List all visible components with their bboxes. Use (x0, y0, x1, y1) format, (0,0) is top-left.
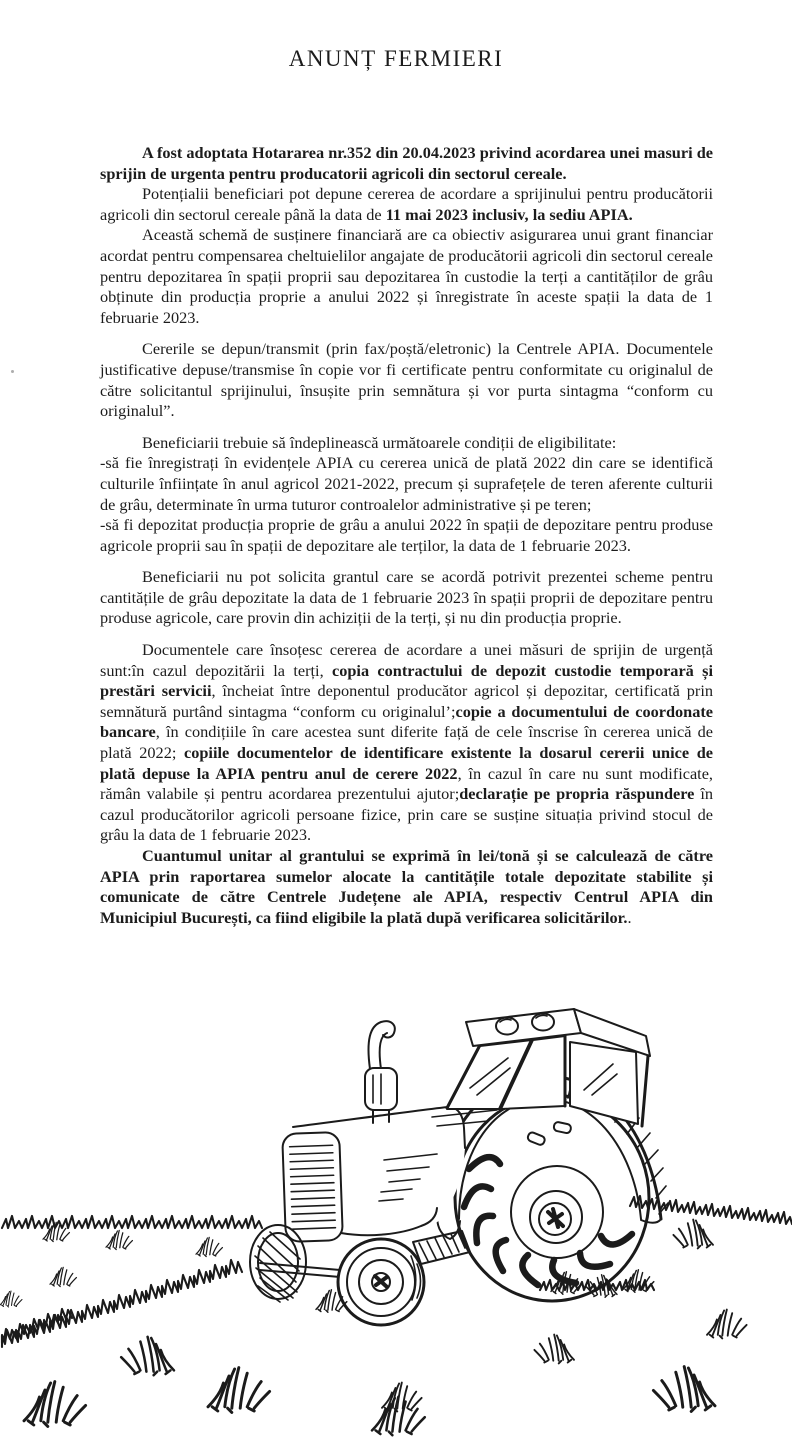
tractor-illustration (0, 976, 792, 1446)
bold-text-run: A fost adoptata Hotararea nr.352 din 20.04.2023 privind acordarea unei masuri de sprijin de urgenta pentru producatorii agricoli din sectorul cereale. (100, 143, 713, 183)
paragraph (100, 184, 713, 225)
grass-tuft (208, 1368, 270, 1413)
grass-tuft (0, 1291, 22, 1307)
paragraph (100, 453, 713, 515)
text-run: -să fie înregistrați în evidențele APIA cu cererea unică de plată 2022 din care se identifică culturile înființate în anul agricol 2021-2022, precum și suprafețele de teren aferente culturii de grâu, determinate în urma tuturor controalelor administrative și pe teren; (100, 453, 713, 514)
page-title: ANUNȚ FERMIERI (288, 46, 504, 71)
grass-tuft (121, 1337, 174, 1375)
text-run: Cererile se depun/transmit (prin fax/poștă/eletronic) la Centrele APIA. Documentele justificative depuse/transmise în copie vor fi certificate pentru conformitate cu originalul de către solicitantul sprijinului, însușite prin semnătura și vor purta sintagma “conform cu originalul”. (100, 339, 713, 421)
grass-tuft (196, 1237, 222, 1256)
rear-wheel (455, 1095, 649, 1301)
bold-text-run: 11 mai 2023 inclusiv, la sediu APIA. (385, 204, 633, 224)
text-run: , încheiat între deponentul producător agricol și depozitar, certificată prin semnătură purtând sintagma “conform cu originalul’; (100, 681, 713, 721)
bold-text-run: copie a documentului de coordonate bancare (100, 701, 713, 742)
grass-tuft (50, 1267, 76, 1286)
paragraph (100, 143, 713, 184)
document-body (100, 143, 713, 928)
paragraph (100, 515, 713, 556)
text-run: Potențialii beneficiari pot depune cererea de acordare a sprijinului pentru producătorii agricoli din sectorul cereale până la data de (100, 184, 713, 224)
exhaust-pipe (365, 1021, 397, 1123)
paragraph (100, 225, 713, 328)
grass-tuft (534, 1335, 574, 1364)
text-run: , în cazul în care nu sunt modificate, rămân valabile și pentru acordarea prezentului ajutor; (100, 763, 713, 804)
paragraph (100, 846, 713, 928)
grass-tuft (623, 1270, 654, 1292)
text-run: în cazul producătorilor agricoli persoane fizice, prin care se susține situația privind stocul de grâu la data de 1 februarie 2023. (100, 784, 713, 845)
grass-tuft (106, 1230, 132, 1249)
text-run: Beneficiarii nu pot solicita grantul care se acordă potrivit prezentei scheme pentru cantitățile de grâu depozitate la data de 1 februarie 2023 în spații proprii de depozitare pentru produse agricole, care provin din achiziții de la terți, și nu din producția proprie. (100, 567, 713, 628)
bold-text-run: copiile documentelor de identificare existente la dosarul cererii unice de plată depuse la APIA pentru anul de cerere 2022 (100, 743, 713, 783)
text-run: Documentele care însoțesc cererea de acordare a unei măsuri de sprijin de urgență sunt:în cazul depozitării la terți, (100, 640, 713, 680)
paragraph (100, 433, 713, 454)
front-wheel-near (338, 1239, 424, 1325)
text-run: , în condițiile în care acestea sunt diferite față de cele înscrise în cererea unică de plată 2022; (100, 722, 713, 763)
text-run: . (627, 907, 632, 927)
text-run: Această schemă de susținere financiară are ca obiectiv asigurarea unui grant financiar acordat pentru compensarea cheltuielilor angajate de producătorii agricoli din sectorul cereale pentru depozitarea în spații proprii sau depozitarea în custodie la terți a cantităților de grâu obținute din producția proprie a anului 2022 și înregistrate în aceste spații la data de 1 februarie 2023. (100, 225, 713, 327)
bold-text-run: declarație pe propria răspundere (459, 784, 695, 804)
grass-ridge-diagonal (2, 1260, 242, 1347)
text-run: -să fi depozitat producția proprie de grâu a anului 2022 în spații de depozitare pentru produse agricole proprii sau în spații de depozitare ale terților, la data de 1 februarie 2023. (100, 515, 713, 555)
grass-ridge-left (2, 1216, 262, 1228)
grass-ridge-right (630, 1196, 792, 1224)
grass-tuft (673, 1220, 713, 1249)
text-run: Beneficiarii trebuie să îndeplinească următoarele condiții de eligibilitate: (142, 432, 617, 452)
paragraph (100, 567, 713, 629)
front-wheel-far (250, 1225, 306, 1302)
bold-text-run: copia contractului de depozit custodie temporară și prestări servicii (100, 660, 714, 701)
scan-artifact-dot (11, 370, 14, 373)
paragraph (100, 339, 713, 421)
bold-text-run: Cuantumul unitar al grantului se exprimă în lei/tonă și se calculează de către APIA prin raportarea sumelor alocate la cantitățile totale depozitate stabilite și comunicate de către Centrele Județene ale APIA, respectiv Centrul APIA din Municipiul București, ca fiind eligibile la plată după verificarea solicitărilor. (100, 846, 713, 927)
grass-tuft (653, 1367, 715, 1412)
scanned-document-page (0, 46, 792, 1446)
grass-tuft (707, 1310, 747, 1339)
paragraph (100, 640, 713, 846)
grass-tuft (24, 1382, 86, 1427)
